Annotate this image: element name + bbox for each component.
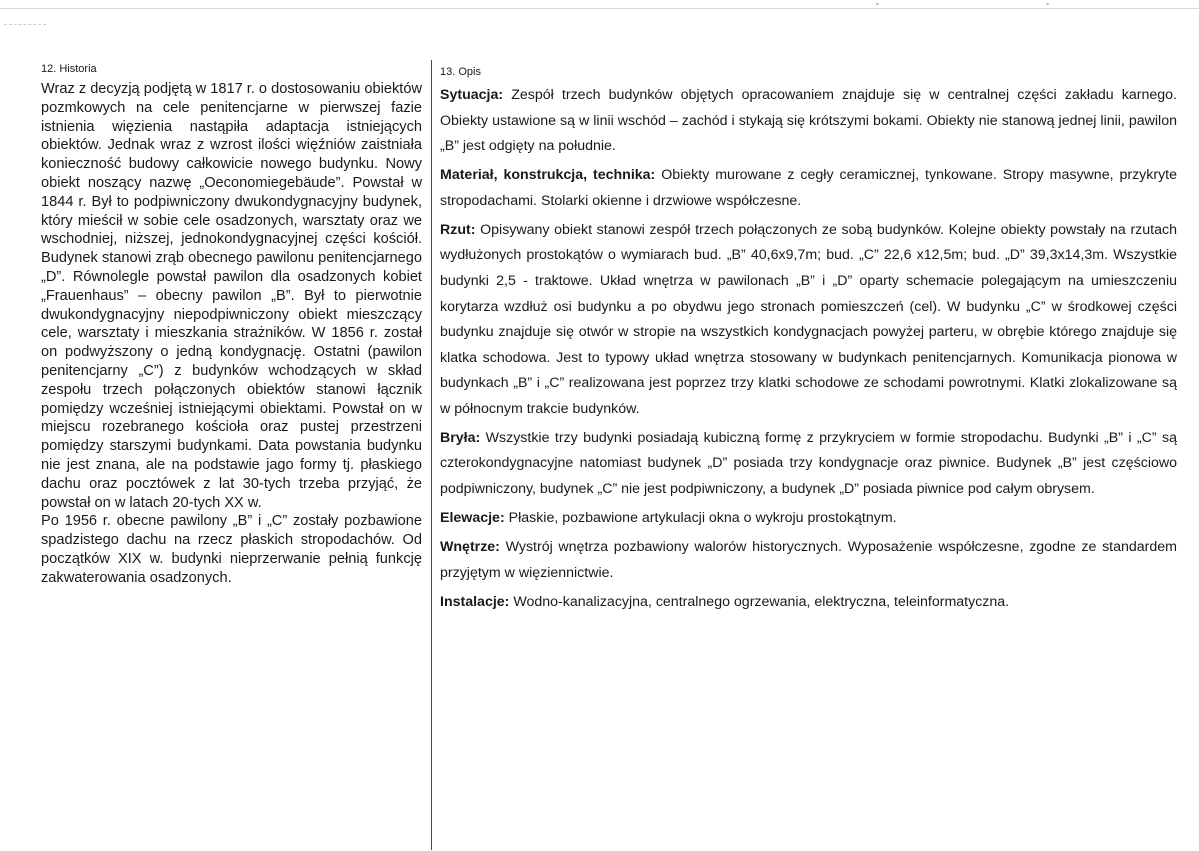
section-text: Opisywany obiekt stanowi zespół trzech połączonych ze sobą budynków. Kolejne obiekty powstały na rzutach wydłużonych prostokątów o wymiarach bud. „B” 40,6x9,7m; bud. „C” 22,6 x12,5m; bud. „D” 39,3x14,3m. Wszystkie budynki 2,5 - traktowe. Układ wnętrza w pawilonach „B” i „D” oparty schemacie polegającym na umieszczeniu korytarza wzdłuż osi budynku a po obydwu jego stronach pomieszczeń (cel). W budynku „C” w środkowej części budynku znajduje się otwór w stropie na wszystkich kondygnacjach powyżej parteru, w obrębie którego znajduje się klatka schodowa. Jest to typowy układ wnętrza stosowany w budynkach penitencjarnych. Komunikacja pionowa w budynkach „B” i „C” realizowana jest poprzez trzy klatki schodowe ze schodami powrotnymi. Klatki zlokalizowane są w północnym trakcie budynków. (440, 221, 1177, 417)
description-section-situation (440, 83, 1177, 160)
section-label: Materiał, konstrukcja, technika: (440, 167, 656, 184)
history-column (41, 62, 422, 588)
scan-edge-line (0, 8, 1199, 9)
column-divider (431, 60, 432, 850)
section-label: Instalacje: (440, 593, 510, 610)
section-text: Obiekty murowane z cegły ceramicznej, tynkowane. Stropy masywne, przykryte stropodachami. Stolarki okienne i drzwiowe współczesne. (440, 167, 1177, 209)
section-label: Sytuacja: (440, 87, 504, 103)
description-section-elevations (440, 506, 1177, 532)
description-column (440, 62, 1177, 619)
history-heading: 12. Historia (41, 63, 97, 75)
scan-artifact-dot (876, 3, 879, 5)
history-paragraph: Wraz z decyzją podjętą w 1817 r. o dostosowaniu obiektów pozmkowych na cele penitencjarne w pierwszej fazie istnienia więzienia nastąpiła adaptacja istniejących obiektów. Jednak wraz z wzrost ilości więźniów zaistniała konieczność budowy całkowicie nowego budynku. Nowy obiekt noszący nazwę „Oeconomiegebäude”. Powstał w 1844 r. Był to podpiwniczony dwukondygnacyjny budynek, który mieścił w sobie cele osadzonych, warsztaty oraz we wschodniej, niższej, jednokondygnacyjnej części kościół. Budynek stanowi zrąb obecnego pawilonu penitencjarnego „D”. Równolegle powstał pawilon dla osadzonych kobiet „Frauenhaus” – obecny pawilon „B”. Był to pierwotnie dwukondygnacyjny niepodpiwniczony obiekt mieszczący cele, warsztaty i mieszkania strażników. W 1856 r. został on podwyższony o jedną kondygnację. Ostatni (pawilon penitencjarny „C”) z budynków wchodzących w skład zespołu trzech połączonych obiektów stanowi łącznik pomiędzy wcześniej istniejącymi obiektami. Powstał on w miejscu rozebranego kościoła oraz pustej przestrzeni pomiędzy starszymi budynkami. Data powstania budynku nie jest znana, ale na podstawie jago formy tj. płaskiego dachu oraz pocztówek z lat 30-tych trzeba przyjąć, że powstał on w latach 20-tych XX w. (41, 81, 423, 511)
scan-artifact-dot (1046, 3, 1049, 5)
section-text: Zespół trzech budynków objętych opracowaniem znajduje się w centralnej części zakładu karnego. Obiekty ustawione są w linii wschód – zachód i stykają się krótszymi bokami. Obiekty nie stanową jednej linii, pawilon „B” jest odgięty na południe. (440, 87, 1177, 155)
description-section-massing (440, 426, 1177, 503)
scan-artifact-mark (4, 24, 46, 25)
section-text: Wszystkie trzy budynki posiadają kubiczną formę z przykryciem w formie stropodachu. Budynki „B” i „C” są czterokondygnacyjne natomiast budynek „D” posiada trzy kondygnacje oraz piwnice. Budynek „B” jest częściowo podpiwniczony, budynek „C” nie jest podpiwniczony, a budynek „D” posiada piwnice pod całym obrysem. (440, 429, 1177, 498)
section-text: Płaskie, pozbawione artykulacji okna o wykroju prostokątnym. (504, 510, 897, 527)
section-label: Rzut: (440, 221, 476, 238)
history-paragraph: Po 1956 r. obecne pawilony „B” i „C” zostały pozbawione spadzistego dachu na rzecz płaskich stropodachów. Od początków XIX w. budynki nieprzerwanie pełnią funkcję zakwaterowania osadzonych. (41, 513, 422, 586)
section-label: Bryła: (440, 429, 481, 446)
description-heading: 13. Opis (440, 66, 481, 78)
section-label: Wnętrze: (440, 539, 500, 556)
history-text (41, 80, 422, 588)
section-text: Wystrój wnętrza pozbawiony walorów historycznych. Wyposażenie współczesne, zgodne ze standardem przyjętym w więziennictwie. (440, 539, 1177, 581)
section-label: Elewacje: (440, 510, 505, 527)
description-section-plan (440, 218, 1177, 423)
description-section-installations (440, 590, 1177, 616)
section-text: Wodno-kanalizacyjna, centralnego ogrzewania, elektryczna, teleinformatyczna. (509, 593, 1010, 610)
description-section-material (440, 163, 1177, 214)
description-section-interior (440, 535, 1177, 586)
